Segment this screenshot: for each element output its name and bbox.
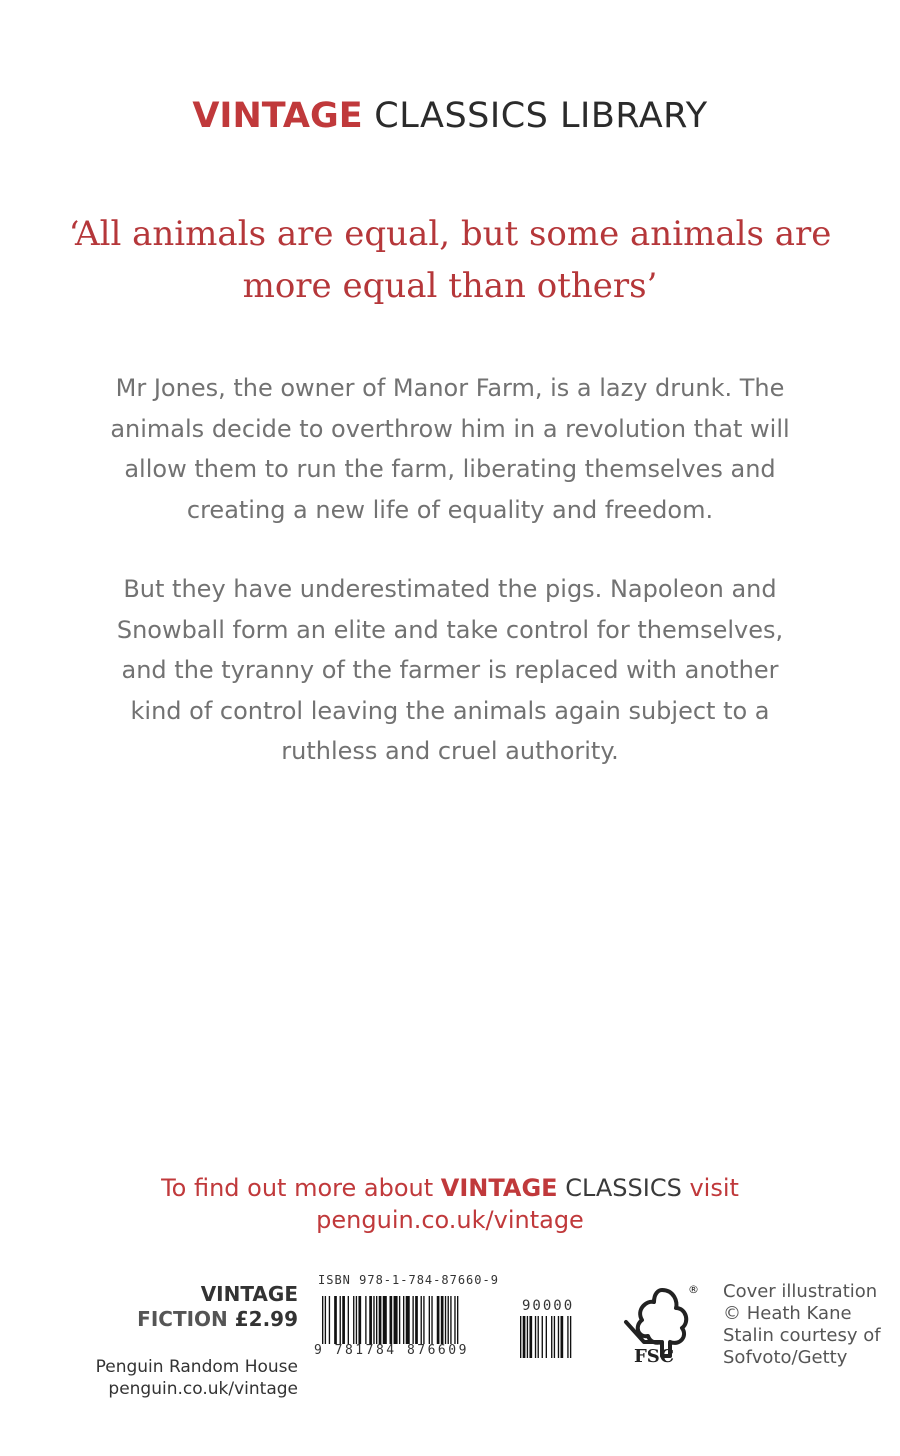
promo-classics: CLASSICS bbox=[565, 1174, 682, 1202]
imprint-price: £2.99 bbox=[234, 1307, 298, 1331]
isbn-label: ISBN 978-1-784-87660-9 bbox=[318, 1273, 499, 1287]
series-brand: VINTAGE bbox=[192, 96, 363, 136]
barcode-bar bbox=[365, 1296, 366, 1344]
barcode-bar bbox=[403, 1296, 404, 1344]
price-addon-label: 90000 bbox=[522, 1298, 575, 1314]
barcode-bar bbox=[535, 1316, 536, 1358]
barcode-bar bbox=[538, 1316, 539, 1358]
quote-line-1: ‘All animals are equal, but some animals are bbox=[68, 214, 832, 254]
barcode-bar bbox=[325, 1296, 326, 1344]
barcode-bar bbox=[356, 1296, 357, 1344]
promo-suffix: visit bbox=[689, 1174, 739, 1202]
barcode-bar bbox=[399, 1296, 400, 1344]
publisher-url: penguin.co.uk/vintage bbox=[108, 1379, 298, 1399]
barcode-bar bbox=[412, 1296, 413, 1344]
credit-line-1: Cover illustration bbox=[723, 1281, 878, 1302]
barcode-bar bbox=[457, 1296, 458, 1344]
quote-line-2: more equal than others’ bbox=[242, 266, 658, 306]
promo-prefix: To find out more about bbox=[161, 1174, 434, 1202]
barcode-bar bbox=[415, 1296, 418, 1344]
publisher-name: Penguin Random House bbox=[95, 1357, 298, 1377]
barcode-bar bbox=[340, 1296, 341, 1344]
credit-line-3: Stalin courtesy of bbox=[723, 1325, 881, 1346]
barcode-bar bbox=[394, 1296, 398, 1344]
barcode-bar bbox=[431, 1296, 432, 1344]
barcode-bar bbox=[527, 1316, 528, 1358]
barcode-bar bbox=[529, 1316, 532, 1358]
barcode-bar bbox=[448, 1296, 449, 1344]
fsc-label: FSC bbox=[634, 1346, 675, 1367]
barcode-bar bbox=[561, 1316, 564, 1358]
barcode-bar bbox=[358, 1296, 361, 1344]
barcode-bar bbox=[441, 1296, 444, 1344]
promo-text bbox=[0, 1172, 900, 1236]
credit-line-2: © Heath Kane bbox=[723, 1303, 852, 1324]
blurb-paragraph-2 bbox=[100, 569, 800, 772]
barcode-bar bbox=[379, 1296, 382, 1344]
isbn-barcode bbox=[322, 1296, 498, 1344]
barcode-bar bbox=[342, 1296, 345, 1344]
barcode-bar bbox=[554, 1316, 555, 1358]
barcode-bar bbox=[423, 1296, 424, 1344]
imprint-category-price bbox=[60, 1307, 298, 1332]
barcode-bar bbox=[322, 1296, 323, 1344]
barcode-bar bbox=[369, 1296, 372, 1344]
imprint-category: FICTION bbox=[137, 1307, 228, 1331]
blurb-paragraph-1 bbox=[100, 368, 800, 530]
barcode-bar bbox=[348, 1296, 349, 1344]
blurb-text-2: But they have underestimated the pigs. Napoleon and Snowball form an elite and take control for themselves, and the tyranny of the farmer is replaced with another kind of control leaving the animals again subject to a ruthless and cruel authority. bbox=[116, 575, 784, 765]
barcode-bar bbox=[437, 1296, 440, 1344]
isbn-digits: 9 781784 876609 bbox=[314, 1343, 469, 1358]
series-title bbox=[0, 96, 900, 136]
barcode-bar bbox=[523, 1316, 526, 1358]
price-addon-barcode bbox=[520, 1316, 606, 1358]
barcode-bar bbox=[520, 1316, 521, 1358]
barcode-bar bbox=[329, 1296, 330, 1344]
barcode-bar bbox=[376, 1296, 377, 1344]
barcode-bar bbox=[542, 1316, 543, 1358]
publisher-block bbox=[60, 1356, 298, 1400]
barcode-bar bbox=[429, 1296, 430, 1344]
blurb-text-1: Mr Jones, the owner of Manor Farm, is a lazy drunk. The animals decide to overthrow him in a revolution that will allow them to run the farm, liberating themselves and creating a new life of equality and freedom. bbox=[110, 374, 790, 524]
promo-url-link[interactable]: penguin.co.uk/vintage bbox=[316, 1206, 584, 1234]
barcode-bar bbox=[406, 1296, 410, 1344]
barcode-bar bbox=[390, 1296, 393, 1344]
barcode-bar bbox=[421, 1296, 422, 1344]
barcode-bar bbox=[454, 1296, 455, 1344]
barcode-bar bbox=[445, 1296, 446, 1344]
barcode-bar bbox=[567, 1316, 568, 1358]
barcode-bar bbox=[373, 1296, 374, 1344]
barcode-bar bbox=[546, 1316, 547, 1358]
barcode-bar bbox=[570, 1316, 571, 1358]
series-name: CLASSICS LIBRARY bbox=[374, 96, 708, 136]
barcode-bar bbox=[383, 1296, 387, 1344]
fsc-registered-mark: ® bbox=[688, 1283, 699, 1296]
barcode-bar bbox=[334, 1296, 337, 1344]
barcode-bar bbox=[551, 1316, 552, 1358]
cover-credit bbox=[723, 1281, 898, 1369]
pull-quote bbox=[60, 208, 840, 312]
barcode-bar bbox=[450, 1296, 451, 1344]
barcode-bar bbox=[558, 1316, 559, 1358]
imprint-block bbox=[60, 1282, 298, 1332]
imprint-brand: VINTAGE bbox=[200, 1282, 298, 1306]
credit-line-4: Sofvoto/Getty bbox=[723, 1347, 848, 1368]
barcode-bar bbox=[353, 1296, 354, 1344]
promo-brand: VINTAGE bbox=[440, 1174, 558, 1202]
